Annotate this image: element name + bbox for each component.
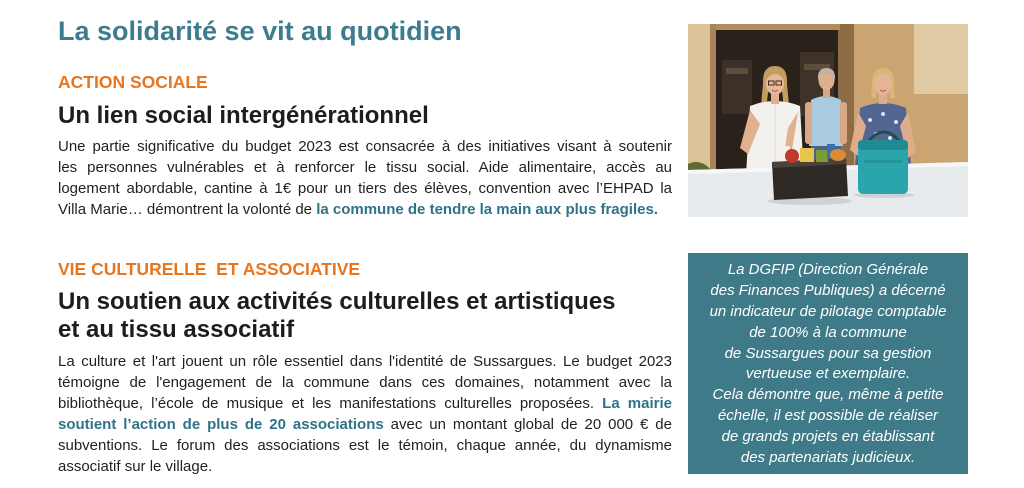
paragraph-vie-culturelle: [58, 351, 672, 477]
body-text: La culture et l'art jouent un rôle essentiel dans l'identité de Sussargues. Le budget 2023: [58, 353, 672, 370]
highlight-text: soutient l’action de plus de 20 associations: [58, 416, 384, 433]
info-box-text: [688, 260, 968, 469]
highlight-text: La mairie: [602, 395, 672, 412]
body-text: subventions. Le forum des associations est le témoin, chaque année, du dynamisme: [58, 437, 672, 454]
body-line: [58, 372, 672, 393]
body-line: [58, 435, 672, 456]
event-photo: [688, 24, 968, 217]
body-line: [58, 178, 672, 199]
body-line: [58, 393, 672, 414]
highlight-text: la commune de tendre la main aux plus fragiles.: [316, 201, 658, 218]
info-box-line: de grands projets en établissant: [721, 428, 935, 446]
photo-food-box: [772, 144, 848, 200]
paragraph-action-sociale: [58, 136, 672, 220]
section-heading-lien-social: Un lien social intergénérationnel: [58, 102, 429, 129]
info-box-line: de 100% à la commune: [749, 323, 907, 341]
body-text: témoigne de l'engagement de la commune dans ces domaines, notamment avec la: [58, 374, 672, 391]
heading-line: et au tissu associatif: [58, 316, 295, 343]
dgfip-info-box: [688, 253, 968, 474]
body-text: les personnes vulnérables et à renforcer le tissu social. Aide alimentaire, accès au: [58, 159, 672, 176]
body-line: [58, 414, 672, 435]
info-box-line: échelle, il est possible de réaliser: [717, 407, 939, 425]
body-text: logement abordable, cantine à 1€ pour un tiers des élèves, convention avec l’EHPAD la: [58, 180, 672, 197]
info-box-line: de Sussargues pour sa gestion: [724, 344, 932, 362]
info-box-line: un indicateur de pilotage comptable: [709, 302, 947, 320]
body-line: [58, 199, 672, 220]
body-text: Une partie significative du budget 2023 est consacrée à des initiatives visant à soutenir: [58, 138, 672, 155]
section-label-action-sociale: ACTION SOCIALE: [58, 72, 208, 92]
heading-line: Un soutien aux activités culturelles et artistiques: [58, 288, 616, 315]
body-line: [58, 351, 672, 372]
section-label-vie-culturelle: VIE CULTURELLE ET ASSOCIATIVE: [58, 259, 361, 279]
info-box-line: Cela démontre que, même à petite: [712, 386, 944, 404]
photo-cooler-bag: [858, 132, 908, 194]
body-line: [58, 136, 672, 157]
page-title: La solidarité se vit au quotidien: [58, 16, 462, 46]
section-heading-soutien-activites: [58, 288, 616, 344]
info-box-line: vertueuse et exemplaire.: [745, 365, 911, 383]
info-box-line: des Finances Publiques) a décerné: [710, 281, 946, 299]
info-box-line: La DGFIP (Direction Générale: [727, 261, 929, 278]
body-text: bibliothèque, l’école de musique et les manifestations culturelles proposées.: [58, 395, 603, 412]
body-text: associatif sur le village.: [58, 458, 213, 475]
body-line: [58, 157, 672, 178]
body-line: [58, 456, 672, 477]
body-text: avec un montant global de 20 000 € de: [383, 416, 672, 433]
info-box-line: des partenariats judicieux.: [740, 449, 916, 467]
body-text: Villa Marie… démontrent la volonté de: [58, 201, 317, 218]
